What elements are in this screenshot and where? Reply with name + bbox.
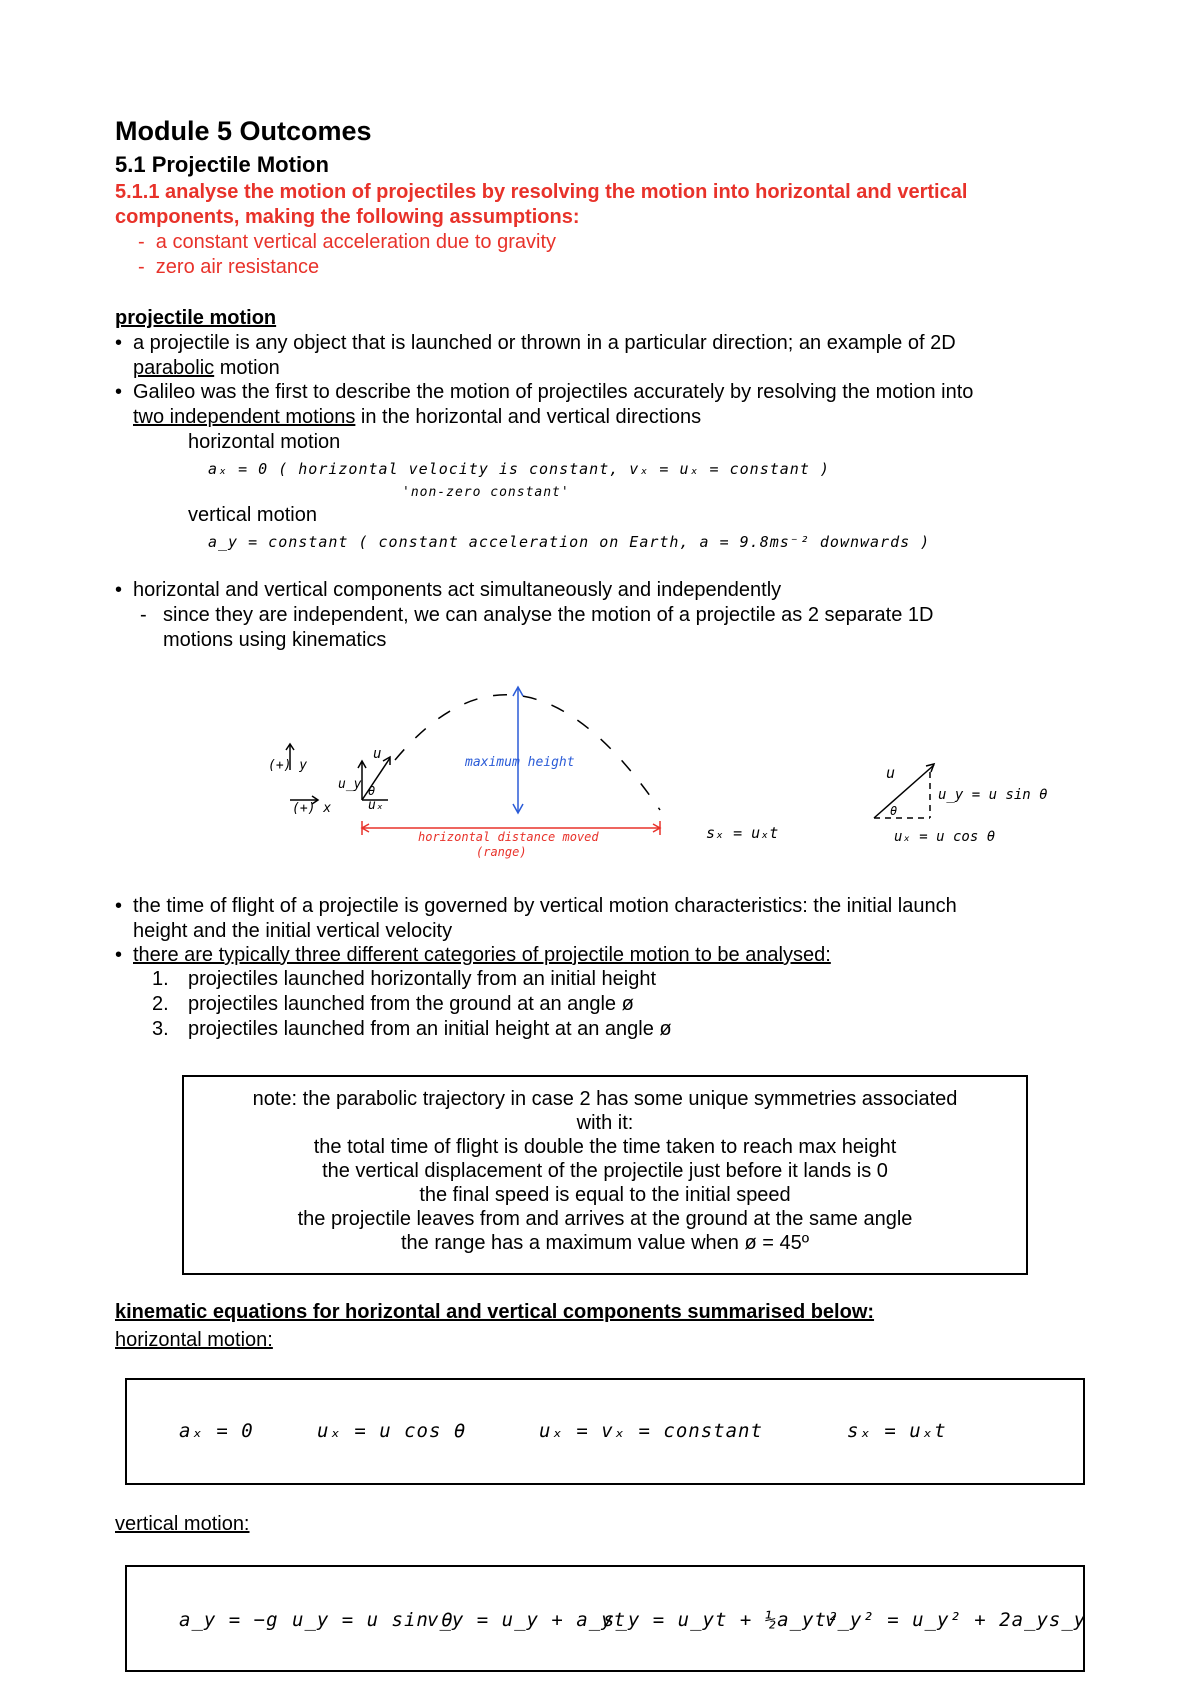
category-text: projectiles launched horizontally from an initial height (188, 968, 657, 990)
note-line: the range has a maximum value when ø = 45º (400, 1232, 810, 1254)
note-box (182, 1075, 1028, 1275)
ux-label: uₓ (368, 798, 384, 813)
dash-marker: ‐ (140, 604, 147, 626)
equation: uₓ = u cos θ (317, 1420, 467, 1442)
equation: uₓ = vₓ = constant (539, 1420, 763, 1442)
vertical-equations-box (125, 1565, 1085, 1672)
equation: aₓ = 0 (179, 1420, 254, 1442)
bullet-marker: • (115, 895, 123, 917)
category-text: projectiles launched from an initial height at an angle ø (188, 1018, 672, 1040)
note-line: the total time of flight is double the time taken to reach max height (313, 1136, 897, 1158)
equation: a_y = −g (179, 1609, 279, 1631)
tri-u-label: u (886, 764, 896, 782)
u-vector (362, 758, 390, 800)
tri-theta-label: θ (890, 804, 898, 818)
equation: v_y = u_y + a_yt (427, 1609, 627, 1631)
bullet2-line1: Galileo was the first to describe the motion of projectiles accurately by resolving the motion into (133, 381, 974, 403)
vertical-motion-heading: vertical motion: (115, 1513, 250, 1535)
sx-equation: sₓ = uₓt (706, 824, 779, 842)
bullet4-line1: the time of flight of a projectile is governed by vertical motion characteristics: the initial launch (133, 895, 957, 917)
note-line: note: the parabolic trajectory in case 2 has some unique symmetries associated (252, 1088, 958, 1110)
tri-uy-label: u_y = u sin θ (938, 787, 1048, 803)
category-num: 3. (152, 1018, 169, 1040)
category-num: 1. (152, 968, 169, 990)
bullet2-line2-rest: in the horizontal and vertical directions (355, 406, 702, 428)
assumption-item: ‐ zero air resistance (138, 256, 320, 278)
assumption-text: zero air resistance (155, 256, 320, 278)
bullet-marker: • (115, 381, 123, 403)
module-title: Module 5 Outcomes (115, 116, 372, 146)
bullet1-line2 (133, 356, 280, 381)
trajectory-path (395, 695, 660, 810)
equation: s_y = u_yt + ½a_yt² (603, 1609, 840, 1631)
theta-label: θ (368, 784, 376, 798)
axis-y-label: (+) y (268, 758, 308, 773)
projectile-heading: projectile motion (115, 307, 277, 329)
u-label: u (373, 746, 382, 762)
range-label-line1: horizontal distance moved (418, 830, 599, 844)
category-num: 2. (152, 993, 169, 1015)
note-line: the vertical displacement of the projectile just before it lands is 0 (322, 1160, 888, 1182)
axis-x-label: (+) x (292, 801, 332, 816)
kinematic-heading: kinematic equations for horizontal and vertical components summarised below: (115, 1301, 875, 1323)
bullet3-dash-line2: motions using kinematics (163, 629, 387, 651)
horizontal-subnote: 'non-zero constant' (402, 485, 570, 500)
horizontal-equations-box (125, 1378, 1085, 1485)
note-line: the projectile leaves from and arrives at the ground at the same angle (297, 1208, 913, 1230)
range-label-line2: (range) (476, 845, 527, 859)
vertical-label: vertical motion (188, 504, 317, 526)
bullet1-line1: a projectile is any object that is launched or thrown in a particular direction; an example of 2D (133, 332, 956, 354)
section-title: 5.1 Projectile Motion (115, 152, 329, 177)
two-independent-motions: two independent motions (133, 406, 356, 428)
bullet5: there are typically three different categories of projectile motion to be analysed: (133, 944, 831, 966)
parabolic-term: parabolic (133, 357, 215, 379)
tri-u-vector (874, 765, 934, 818)
equation: sₓ = uₓt (847, 1420, 947, 1442)
bullet-marker: • (115, 579, 123, 601)
assumption-item: ‐ a constant vertical acceleration due to gravity (138, 231, 556, 253)
horizontal-label: horizontal motion (188, 431, 341, 453)
bullet2-line2 (133, 405, 701, 430)
note-line: the final speed is equal to the initial speed (419, 1184, 791, 1206)
equation: u_y = u sin θ (292, 1609, 454, 1631)
equation: v_y² = u_y² + 2a_ys_y (825, 1609, 1087, 1631)
outcome-line2: components, making the following assumptions: (115, 206, 580, 228)
bullet-marker: • (115, 944, 123, 966)
bullet3-dash-line1: since they are independent, we can analyse the motion of a projectile as 2 separate 1D (163, 604, 934, 626)
bullet3: horizontal and vertical components act simultaneously and independently (133, 579, 782, 601)
horizontal-note: aₓ = 0 ( horizontal velocity is constant, vₓ = uₓ = constant ) (208, 460, 830, 478)
bullet1-line2-rest: motion (214, 357, 280, 379)
max-height-label: maximum height (465, 755, 575, 770)
projectile-diagram (0, 660, 1200, 870)
horizontal-motion-heading: horizontal motion: (115, 1329, 273, 1351)
uy-label: u_y (338, 777, 362, 792)
assumption-text: a constant vertical acceleration due to gravity (155, 231, 556, 253)
tri-ux-label: uₓ = u cos θ (894, 829, 996, 845)
outcome-line1: 5.1.1 analyse the motion of projectiles by resolving the motion into horizontal and vertical (115, 181, 968, 203)
category-text: projectiles launched from the ground at an angle ø (188, 993, 634, 1015)
vertical-note: a_y = constant ( constant acceleration on Earth, a = 9.8ms⁻² downwards ) (208, 533, 931, 551)
note-line: with it: (576, 1112, 634, 1134)
bullet4-line2: height and the initial vertical velocity (133, 920, 453, 942)
bullet-marker: • (115, 332, 123, 354)
